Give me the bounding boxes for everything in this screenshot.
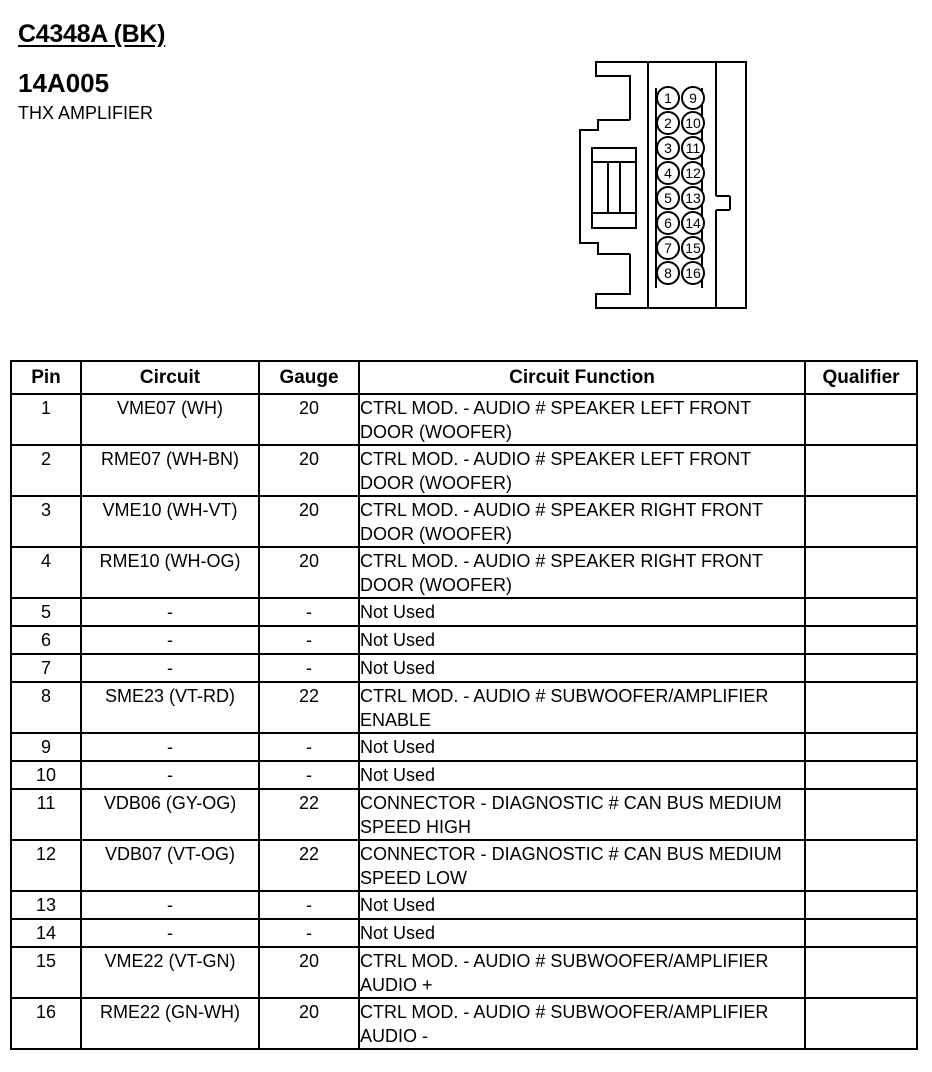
cell-circuit-function: Not Used bbox=[359, 891, 805, 919]
cell-qualifier bbox=[805, 496, 917, 547]
cell-qualifier bbox=[805, 682, 917, 733]
cell-circuit-function: CONNECTOR - DIAGNOSTIC # CAN BUS MEDIUM SPEED HIGH bbox=[359, 789, 805, 840]
cell-pin: 15 bbox=[11, 947, 81, 998]
pin-number-label: 1 bbox=[664, 90, 672, 106]
table-row bbox=[11, 733, 917, 761]
cell-circuit: - bbox=[81, 733, 259, 761]
pinout-table bbox=[10, 360, 918, 1050]
cell-circuit: - bbox=[81, 891, 259, 919]
cell-qualifier bbox=[805, 445, 917, 496]
table-row bbox=[11, 598, 917, 626]
pin-number-label: 6 bbox=[664, 215, 672, 231]
cell-pin: 13 bbox=[11, 891, 81, 919]
cell-circuit-function: CTRL MOD. - AUDIO # SPEAKER RIGHT FRONT DOOR (WOOFER) bbox=[359, 547, 805, 598]
cell-gauge: 20 bbox=[259, 496, 359, 547]
header-pin: Pin bbox=[11, 361, 81, 394]
cell-pin: 8 bbox=[11, 682, 81, 733]
table-row bbox=[11, 394, 917, 445]
cell-pin: 9 bbox=[11, 733, 81, 761]
cell-circuit-function: Not Used bbox=[359, 733, 805, 761]
pin-number-label: 10 bbox=[685, 115, 701, 131]
cell-pin: 11 bbox=[11, 789, 81, 840]
cell-pin: 10 bbox=[11, 761, 81, 789]
cell-circuit-function: CTRL MOD. - AUDIO # SPEAKER RIGHT FRONT DOOR (WOOFER) bbox=[359, 496, 805, 547]
cell-gauge: 22 bbox=[259, 840, 359, 891]
cell-gauge: 22 bbox=[259, 682, 359, 733]
cell-gauge: - bbox=[259, 654, 359, 682]
cell-circuit: SME23 (VT-RD) bbox=[81, 682, 259, 733]
pin-number-label: 16 bbox=[685, 265, 701, 281]
cell-circuit-function: Not Used bbox=[359, 654, 805, 682]
cell-gauge: - bbox=[259, 761, 359, 789]
cell-circuit: VME07 (WH) bbox=[81, 394, 259, 445]
pin-number-label: 14 bbox=[685, 215, 701, 231]
table-row bbox=[11, 919, 917, 947]
table-row bbox=[11, 654, 917, 682]
cell-pin: 4 bbox=[11, 547, 81, 598]
cell-circuit: RME22 (GN-WH) bbox=[81, 998, 259, 1049]
cell-circuit: - bbox=[81, 626, 259, 654]
header-circuit-function: Circuit Function bbox=[359, 361, 805, 394]
table-row bbox=[11, 547, 917, 598]
pin-number-label: 12 bbox=[685, 165, 701, 181]
connector-pins bbox=[657, 87, 704, 284]
table-row bbox=[11, 445, 917, 496]
connector-latch-window bbox=[592, 148, 636, 228]
cell-qualifier bbox=[805, 598, 917, 626]
table-row bbox=[11, 496, 917, 547]
connector-title: C4348A (BK) bbox=[18, 20, 166, 48]
cell-circuit-function: Not Used bbox=[359, 919, 805, 947]
cell-qualifier bbox=[805, 394, 917, 445]
header-gauge: Gauge bbox=[259, 361, 359, 394]
cell-circuit: VDB06 (GY-OG) bbox=[81, 789, 259, 840]
cell-gauge: - bbox=[259, 919, 359, 947]
cell-pin: 12 bbox=[11, 840, 81, 891]
cell-gauge: - bbox=[259, 598, 359, 626]
cell-circuit-function: Not Used bbox=[359, 761, 805, 789]
table-row bbox=[11, 891, 917, 919]
cell-gauge: 20 bbox=[259, 394, 359, 445]
connector-description: THX AMPLIFIER bbox=[18, 103, 154, 123]
cell-pin: 5 bbox=[11, 598, 81, 626]
cell-pin: 7 bbox=[11, 654, 81, 682]
connector-latch bbox=[580, 120, 630, 254]
pin-number-label: 7 bbox=[664, 240, 672, 256]
cell-pin: 14 bbox=[11, 919, 81, 947]
cell-circuit: VDB07 (VT-OG) bbox=[81, 840, 259, 891]
table-row bbox=[11, 761, 917, 789]
cell-pin: 3 bbox=[11, 496, 81, 547]
pin-number-label: 2 bbox=[664, 115, 672, 131]
pin-number-label: 5 bbox=[664, 190, 672, 206]
table-header-row bbox=[11, 361, 917, 394]
cell-pin: 1 bbox=[11, 394, 81, 445]
cell-gauge: 20 bbox=[259, 445, 359, 496]
cell-qualifier bbox=[805, 947, 917, 998]
connector-left-flange-top bbox=[596, 62, 648, 120]
cell-circuit: VME22 (VT-GN) bbox=[81, 947, 259, 998]
table-row bbox=[11, 947, 917, 998]
cell-pin: 6 bbox=[11, 626, 81, 654]
table-row bbox=[11, 998, 917, 1049]
pin-number-label: 15 bbox=[685, 240, 701, 256]
cell-circuit: - bbox=[81, 654, 259, 682]
cell-qualifier bbox=[805, 789, 917, 840]
pin-number-label: 8 bbox=[664, 265, 672, 281]
part-number: 14A005 bbox=[18, 68, 110, 98]
cell-circuit: - bbox=[81, 919, 259, 947]
cell-circuit: - bbox=[81, 598, 259, 626]
cell-qualifier bbox=[805, 626, 917, 654]
cell-pin: 16 bbox=[11, 998, 81, 1049]
cell-qualifier bbox=[805, 733, 917, 761]
cell-circuit-function: CTRL MOD. - AUDIO # SUBWOOFER/AMPLIFIER ENABLE bbox=[359, 682, 805, 733]
cell-circuit: RME07 (WH-BN) bbox=[81, 445, 259, 496]
cell-circuit-function: CTRL MOD. - AUDIO # SPEAKER LEFT FRONT DOOR (WOOFER) bbox=[359, 445, 805, 496]
cell-circuit-function: CTRL MOD. - AUDIO # SUBWOOFER/AMPLIFIER AUDIO + bbox=[359, 947, 805, 998]
cell-qualifier bbox=[805, 919, 917, 947]
pin-number-label: 9 bbox=[689, 90, 697, 106]
cell-gauge: - bbox=[259, 626, 359, 654]
cell-gauge: - bbox=[259, 891, 359, 919]
cell-circuit: - bbox=[81, 761, 259, 789]
cell-gauge: 22 bbox=[259, 789, 359, 840]
cell-circuit: VME10 (WH-VT) bbox=[81, 496, 259, 547]
cell-gauge: - bbox=[259, 733, 359, 761]
header-circuit: Circuit bbox=[81, 361, 259, 394]
cell-qualifier bbox=[805, 891, 917, 919]
connector-face-diagram bbox=[570, 58, 750, 318]
header-qualifier: Qualifier bbox=[805, 361, 917, 394]
table-row bbox=[11, 789, 917, 840]
cell-qualifier bbox=[805, 998, 917, 1049]
pin-number-label: 13 bbox=[685, 190, 701, 206]
cell-circuit: RME10 (WH-OG) bbox=[81, 547, 259, 598]
cell-qualifier bbox=[805, 840, 917, 891]
cell-circuit-function: CTRL MOD. - AUDIO # SPEAKER LEFT FRONT DOOR (WOOFER) bbox=[359, 394, 805, 445]
table-row bbox=[11, 626, 917, 654]
cell-gauge: 20 bbox=[259, 547, 359, 598]
cell-gauge: 20 bbox=[259, 998, 359, 1049]
table-row bbox=[11, 682, 917, 733]
cell-pin: 2 bbox=[11, 445, 81, 496]
cell-qualifier bbox=[805, 654, 917, 682]
pin-number-label: 3 bbox=[664, 140, 672, 156]
cell-qualifier bbox=[805, 547, 917, 598]
cell-circuit-function: CONNECTOR - DIAGNOSTIC # CAN BUS MEDIUM SPEED LOW bbox=[359, 840, 805, 891]
cell-circuit-function: Not Used bbox=[359, 598, 805, 626]
connector-left-flange-bottom bbox=[596, 254, 648, 308]
table-row bbox=[11, 840, 917, 891]
cell-gauge: 20 bbox=[259, 947, 359, 998]
pin-number-label: 11 bbox=[685, 140, 701, 156]
pinout-table-body bbox=[11, 394, 917, 1049]
pin-number-label: 4 bbox=[664, 165, 672, 181]
cell-circuit-function: CTRL MOD. - AUDIO # SUBWOOFER/AMPLIFIER AUDIO - bbox=[359, 998, 805, 1049]
cell-qualifier bbox=[805, 761, 917, 789]
cell-circuit-function: Not Used bbox=[359, 626, 805, 654]
